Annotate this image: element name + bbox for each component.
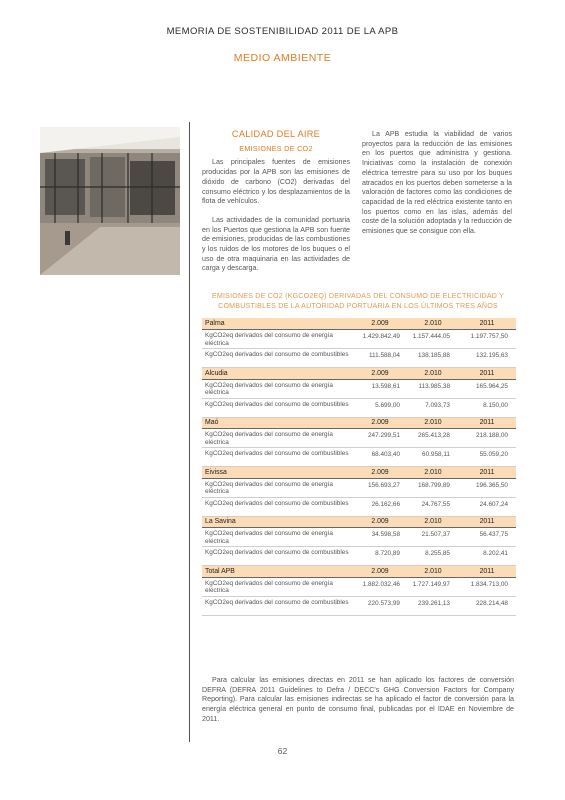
row-value: 68.403,40 xyxy=(352,448,408,467)
row-value: 1.727.149,97 xyxy=(408,577,458,596)
row-value: 265.413,28 xyxy=(408,429,458,448)
row-value: 21.507,37 xyxy=(408,528,458,547)
row-value: 168.799,89 xyxy=(408,478,458,497)
right-text-column xyxy=(362,130,512,246)
vertical-divider xyxy=(189,122,190,742)
year-header: 2011 xyxy=(458,368,516,380)
year-header: 2.010 xyxy=(408,318,458,330)
emissions-table xyxy=(202,318,516,616)
row-value: 24.607,24 xyxy=(458,497,516,516)
table-group-header xyxy=(202,516,516,528)
row-value: 247.299,51 xyxy=(352,429,408,448)
row-value: 8.202,41 xyxy=(458,547,516,566)
row-label: KgCO2eq derivados del consumo de energía eléctrica xyxy=(202,429,352,448)
row-value: 55.059,20 xyxy=(458,448,516,467)
row-value: 60.958,11 xyxy=(408,448,458,467)
row-value: 1.157.444,05 xyxy=(408,330,458,349)
year-header: 2011 xyxy=(458,417,516,429)
row-value: 5.699,00 xyxy=(352,398,408,417)
table-group-header xyxy=(202,417,516,429)
row-value: 24.767,55 xyxy=(408,497,458,516)
section-title: MEDIO AMBIENTE xyxy=(233,52,332,64)
table-row xyxy=(202,349,516,368)
table-row xyxy=(202,497,516,516)
paragraph-viabilidad-proyectos: La APB estudia la viabilidad de varios proyectos para la reducción de las emisiones en los puertos que administra y gestiona. Iniciativas como la instalación de conexión eléctrica terrestre para su uso por los buques atracados en los puertos deben someterse a la valoración de factores como las condiciones de capacidad de la red eléctrica existente tanto en los puertos como en las islas, además del coste de la solución adoptada y la reducción de emisiones que se consigue con ella. xyxy=(362,130,512,236)
group-name: La Savina xyxy=(202,516,352,528)
row-value: 218.188,00 xyxy=(458,429,516,448)
year-header: 2011 xyxy=(458,566,516,578)
table-row xyxy=(202,547,516,566)
year-header: 2.010 xyxy=(408,368,458,380)
row-label: KgCO2eq derivados del consumo de combustibles xyxy=(202,547,352,566)
table-row xyxy=(202,448,516,467)
left-text-column xyxy=(202,130,350,283)
table-group-header xyxy=(202,467,516,479)
row-value: 1.834.713,00 xyxy=(458,577,516,596)
row-label: KgCO2eq derivados del consumo de energía eléctrica xyxy=(202,577,352,596)
table-row xyxy=(202,478,516,497)
paragraph-actividades-comunidad: Las actividades de la comunidad portuaria en los Puertos que gestiona la APB son fuente de emisiones, producidas de las combustiones y los ruidos de los motores de los buques o el uso de otra maquinaria en las actividades de carga y descarga. xyxy=(202,215,350,273)
year-header: 2011 xyxy=(458,516,516,528)
row-value: 8.255,85 xyxy=(408,547,458,566)
row-value: 113.985,38 xyxy=(408,379,458,398)
group-name: Palma xyxy=(202,318,352,330)
row-value: 1.429.842,49 xyxy=(352,330,408,349)
building-photo-image xyxy=(40,127,180,275)
table-group-header xyxy=(202,368,516,380)
row-value: 111.588,04 xyxy=(352,349,408,368)
row-label: KgCO2eq derivados del consumo de combustibles xyxy=(202,398,352,417)
year-header: 2.010 xyxy=(408,417,458,429)
row-value: 56.437,75 xyxy=(458,528,516,547)
year-header: 2.009 xyxy=(352,516,408,528)
year-header: 2.010 xyxy=(408,566,458,578)
year-header: 2.009 xyxy=(352,467,408,479)
row-value: 26.162,66 xyxy=(352,497,408,516)
table-group-header xyxy=(202,566,516,578)
page-number: 62 xyxy=(277,746,288,756)
document-title: MEMORIA DE SOSTENIBILIDAD 2011 DE LA APB xyxy=(166,26,399,37)
table-row xyxy=(202,429,516,448)
year-header: 2.009 xyxy=(352,318,408,330)
table-row xyxy=(202,577,516,596)
row-label: KgCO2eq derivados del consumo de combustibles xyxy=(202,596,352,615)
group-name: Alcudia xyxy=(202,368,352,380)
paragraph-fuentes-emisiones: Las principales fuentes de emisiones producidas por la APB son las emisiones de dióxido de carbono (CO2) derivadas del consumo eléctrico y los desplazamientos de la flota de vehículos. xyxy=(202,158,350,206)
row-value: 34.598,58 xyxy=(352,528,408,547)
row-value: 1.882.032,46 xyxy=(352,577,408,596)
year-header: 2.010 xyxy=(408,516,458,528)
year-header: 2011 xyxy=(458,318,516,330)
table-row xyxy=(202,379,516,398)
group-name: Total APB xyxy=(202,566,352,578)
table-row xyxy=(202,398,516,417)
row-value: 165.964,25 xyxy=(458,379,516,398)
table-row xyxy=(202,330,516,349)
row-value: 239.261,13 xyxy=(408,596,458,615)
year-header: 2.010 xyxy=(408,467,458,479)
table-row xyxy=(202,596,516,615)
heading-calidad-del-aire: CALIDAD DEL AIRE xyxy=(231,129,321,139)
row-value: 7.093,73 xyxy=(408,398,458,417)
year-header: 2.009 xyxy=(352,417,408,429)
row-label: KgCO2eq derivados del consumo de combustibles xyxy=(202,448,352,467)
group-name: Eivissa xyxy=(202,467,352,479)
table-group-header xyxy=(202,318,516,330)
row-label: KgCO2eq derivados del consumo de combustibles xyxy=(202,349,352,368)
subheading-emisiones-co2: EMISIONES DE CO2 xyxy=(239,143,313,153)
row-label: KgCO2eq derivados del consumo de energía eléctrica xyxy=(202,330,352,349)
row-value: 156.693,27 xyxy=(352,478,408,497)
row-value: 220.573,99 xyxy=(352,596,408,615)
row-label: KgCO2eq derivados del consumo de energía eléctrica xyxy=(202,478,352,497)
footnote-paragraph: Para calcular las emisiones directas en 2011 se han aplicado los factores de conversión DEFRA (DEFRA 2011 Guidelines to Defra / DECC's GHG Conversion Factors for Company Reporting). Para calcular las emisiones indirectas se ha aplicado el factor de conversión para la energía eléctrica general en punto de consumo final, publicadas por el IDAE en Noviembre de 2011. xyxy=(202,676,514,723)
row-label: KgCO2eq derivados del consumo de energía eléctrica xyxy=(202,528,352,547)
row-label: KgCO2eq derivados del consumo de combustibles xyxy=(202,497,352,516)
row-value: 228.214,48 xyxy=(458,596,516,615)
row-value: 138.185,88 xyxy=(408,349,458,368)
group-name: Maó xyxy=(202,417,352,429)
row-value: 196.365,50 xyxy=(458,478,516,497)
row-value: 8.720,89 xyxy=(352,547,408,566)
table-row xyxy=(202,528,516,547)
row-value: 1.197.757,50 xyxy=(458,330,516,349)
year-header: 2011 xyxy=(458,467,516,479)
table-caption: EMISIONES DE CO2 (KGCO2EQ) DERIVADAS DEL CONSUMO DE ELECTRICIDAD Y COMBUSTIBLES DE LA AUTORIDAD PORTUARIA EN LOS ÚLTIMOS TRES AÑOS xyxy=(211,292,505,310)
building-photo xyxy=(40,127,180,275)
year-header: 2.009 xyxy=(352,368,408,380)
row-value: 13.598,61 xyxy=(352,379,408,398)
row-label: KgCO2eq derivados del consumo de energía eléctrica xyxy=(202,379,352,398)
row-value: 8.150,00 xyxy=(458,398,516,417)
row-value: 132.195,63 xyxy=(458,349,516,368)
year-header: 2.009 xyxy=(352,566,408,578)
